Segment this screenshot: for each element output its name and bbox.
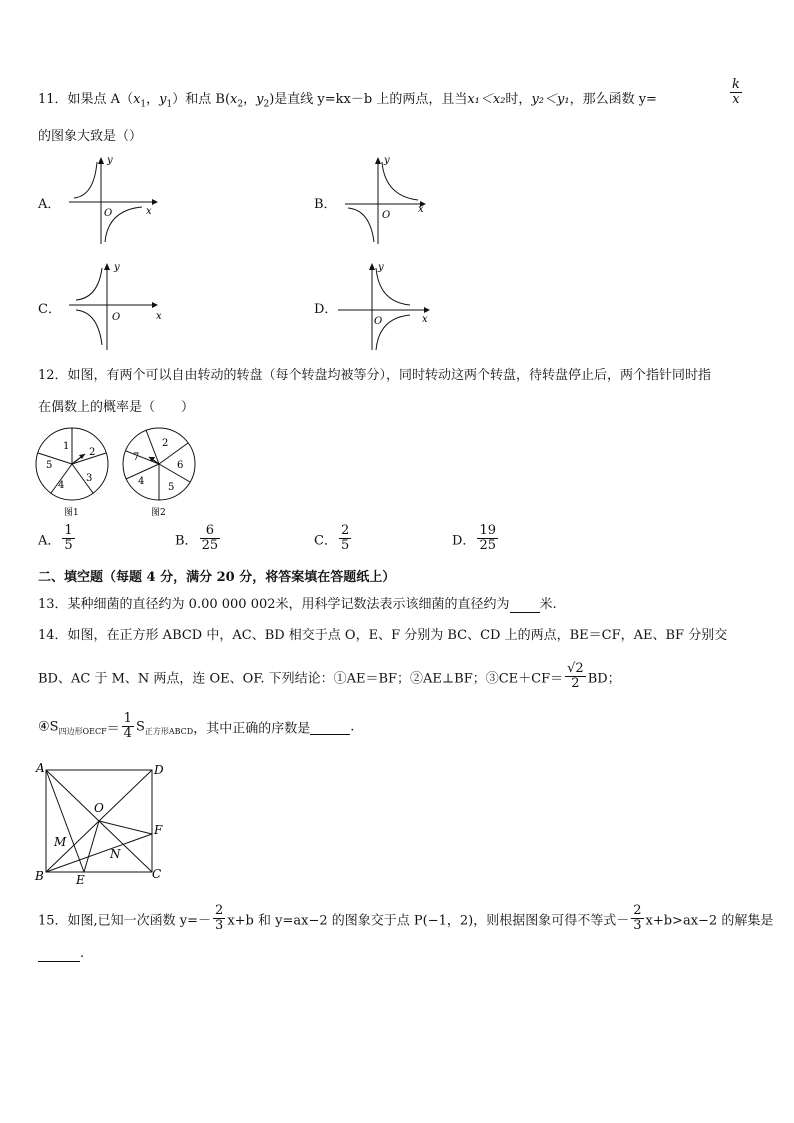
spinners-figure (34, 424, 204, 520)
caption-1: 图1 (64, 508, 79, 518)
wheel1-num-5: 5 (46, 460, 53, 471)
wheel2-num-6: 6 (177, 460, 184, 471)
q14-line1: 14．如图，在正方形 ABCD 中，AC、BD 相交于点 O，E、F 分别为 BC、CD 上的两点，BE＝CF，AE、BF 分别交 (38, 628, 728, 643)
wheel2-num-5: 5 (168, 482, 175, 493)
wheel1-num-2: 2 (89, 447, 96, 458)
spinner-1 (36, 428, 108, 518)
q11-option-b[interactable]: B． (314, 197, 337, 212)
graph-d-x-label: x (422, 314, 428, 325)
graph-a (64, 152, 164, 247)
wheel2-num-7: 7 (133, 452, 140, 463)
graph-a-y-label: y (107, 155, 113, 166)
spinner-2 (123, 428, 195, 518)
label-o: O (94, 801, 104, 815)
wheel1-num-3: 3 (86, 473, 93, 484)
graph-b-x-label: x (418, 204, 424, 215)
graph-b (340, 152, 440, 247)
graph-a-x-label: x (146, 206, 152, 217)
q12-line2: 在偶数上的概率是（ ） (38, 400, 195, 415)
label-m: M (54, 835, 67, 849)
q14-line2: BD、AC 于 M、N 两点，连 OE、OF. 下列结论：①AE＝BF；②AE⊥BF；③CE＋CF＝ $\frac{√2}{2}$ BD； (38, 661, 621, 692)
q11-fraction: $\frac{k}{x}$ (732, 77, 740, 108)
label-e: E (76, 873, 85, 887)
q13: 13．某种细菌的直径约为 0.00 000 002米，用科学记数法表示该细菌的直径约为 米. (38, 597, 557, 612)
q15-line1: 15．如图,已知一次函数 y=－ $\frac{2}{3}$ x+b 和 y=ax−2 的图象交于点 P(−1，2)，则根据图象可得不等式－ $\frac{2}{3}$ x+b>ax−2 的解集是 (38, 903, 774, 934)
graph-b-origin: O (382, 210, 391, 221)
q14-blank[interactable] (310, 719, 350, 735)
q15-blank[interactable] (38, 946, 80, 962)
label-a: A (36, 761, 45, 775)
q12-choice-c[interactable]: C． $\frac{2}{5}$ (314, 523, 350, 554)
q12-line1: 12．如图，有两个可以自由转动的转盘（每个转盘均被等分），同时转动这两个转盘，待转盘停止后，两个指针同时指 (38, 368, 712, 383)
caption-2: 图2 (151, 508, 166, 518)
graph-c-x-label: x (156, 311, 162, 322)
section-2-heading: 二、填空题（每题 4 分，满分 20 分，将答案填在答题纸上） (38, 570, 396, 585)
label-c: C (152, 867, 162, 881)
q12-choice-a[interactable]: A． $\frac{1}{5}$ (38, 523, 73, 554)
graph-c-y-label: y (114, 262, 120, 273)
graph-a-origin: O (104, 208, 113, 219)
q11-option-d[interactable]: D． (314, 302, 338, 317)
q11-option-a[interactable]: A． (38, 197, 61, 212)
q12-choice-d[interactable]: D． $\frac{19}{25}$ (452, 523, 496, 554)
label-b: B (35, 869, 44, 883)
q11-line2: 的图象大致是（） (38, 129, 143, 144)
q14-line3: $④S_{四边形OECF}=$ $\frac{1}{4}$ $S_{正方形ABCD}$，其中正确的序数是 . (38, 711, 355, 742)
wheel1-num-4: 4 (58, 480, 65, 491)
q12-choice-b[interactable]: B． $\frac{6}{25}$ (175, 523, 219, 554)
q15-line2: . (38, 946, 84, 962)
wheel2-num-2: 2 (162, 438, 169, 449)
graph-d (336, 260, 436, 352)
q13-blank[interactable] (510, 597, 540, 613)
graph-d-origin: O (374, 316, 383, 327)
graph-b-y-label: y (384, 155, 390, 166)
label-f: F (154, 823, 163, 837)
square-figure (32, 760, 172, 888)
q11-line1: 11．如果点 $A(x_1$，$y_1$）和点 $B(x_2$，$y_2$)是直线 y=kx－b 上的两点，且当x₁＜x₂时，y₂＜y₁，那么函数 y= (38, 92, 657, 110)
wheel2-num-4: 4 (138, 476, 145, 487)
label-d: D (154, 763, 164, 777)
label-n: N (110, 847, 121, 861)
q11-option-c[interactable]: C． (38, 302, 61, 317)
graph-c (64, 260, 164, 352)
wheel1-num-1: 1 (63, 441, 70, 452)
graph-c-origin: O (112, 312, 121, 323)
graph-d-y-label: y (378, 262, 384, 273)
